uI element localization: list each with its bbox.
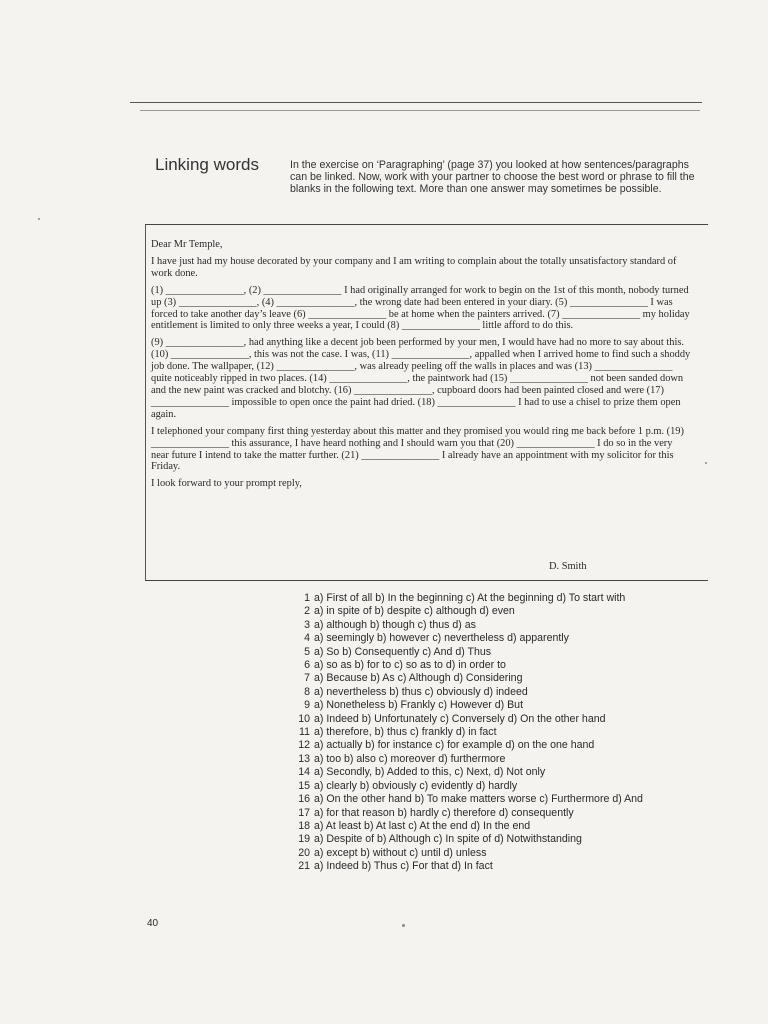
answer-option-row: [296, 619, 716, 632]
letter-paragraph: (1) _______________, (2) _______________ I had originally arranged for work to begin on the 1st of this month, nobody turned up (3) _______________, (4) _______________, the wrong date had been entered in your diary. (5) _______________ I was forced to take another day’s leave (6) _______________ be at home when the painters arrived. (7) _______________ my holiday entitlement is limited to only three weeks a year, I could (8) _______________ little afford to do this.: [151, 284, 690, 332]
answer-options-list: [296, 592, 716, 874]
letter-closing: I look forward to your prompt reply,: [151, 478, 302, 490]
top-rule: [130, 102, 702, 103]
answer-option-row: [296, 592, 716, 605]
letter-paragraph: I have just had my house decorated by your company and I am writing to complain about the totally unsatisfactory standard of work done.: [151, 255, 677, 279]
option-number: 2: [304, 605, 310, 618]
option-number: 5: [304, 645, 310, 658]
option-number: 13: [298, 752, 310, 765]
letter-signature: D. Smith: [549, 561, 587, 572]
answer-option-row: [296, 833, 716, 846]
option-number: 14: [298, 766, 310, 779]
answer-option-row: [296, 713, 716, 726]
option-number: 12: [298, 739, 310, 752]
answer-option-row: [296, 753, 716, 766]
option-number: 10: [298, 712, 310, 725]
option-number: 4: [304, 632, 310, 645]
option-choices: a) Because b) As c) Although d) Considering: [314, 672, 523, 685]
option-choices: a) except b) without c) until d) unless: [314, 846, 487, 859]
option-number: 6: [304, 659, 310, 672]
option-choices: a) Despite of b) Although c) In spite of d) Notwithstanding: [314, 833, 582, 846]
option-choices: a) nevertheless b) thus c) obviously d) indeed: [314, 685, 528, 698]
section-title: Linking words: [155, 155, 259, 174]
option-number: 21: [298, 860, 310, 873]
option-choices: a) Indeed b) Thus c) For that d) In fact: [314, 860, 493, 873]
scan-speck: [402, 924, 405, 927]
option-choices: a) First of all b) In the beginning c) At the beginning d) To start with: [314, 592, 626, 604]
scan-speck: [705, 462, 707, 464]
option-number: 8: [304, 685, 310, 698]
letter-paragraph: (9) _______________, had anything like a decent job been performed by your men, I would have had no more to say about this. (10) _______________, this was not the case. I was, (11) _______________, appalled when I arrived home to find such a shoddy job done. The wallpaper, (12) _______________, was already peeling off the walls in places and was (13) _______________ quite noticeably ripped in two places. (14) _______________, the paintwork had (15) _______________ not been sanded down and the new paint was cracked and blotchy. (16) _______________, cupboard doors had been painted closed and were (17) _______________ impossible to open once the paint had dried. (18) _______________ I had to use a chisel to prize them open again.: [151, 337, 691, 420]
answer-option-row: [296, 860, 716, 873]
option-choices: a) in spite of b) despite c) although d) even: [314, 605, 515, 618]
option-choices: a) although b) though c) thus d) as: [314, 618, 476, 631]
option-choices: a) seemingly b) however c) nevertheless d) apparently: [314, 632, 569, 645]
answer-option-row: [296, 847, 716, 860]
answer-option-row: [296, 793, 716, 806]
top-rule-secondary: [140, 110, 700, 111]
answer-option-row: [296, 820, 716, 833]
exercise-instructions: In the exercise on ‘Paragraphing’ (page 37) you looked at how sentences/paragraphs can be linked. Now, work with your partner to choose the best word or phrase to fill the blanks in the following text. More than one answer may sometimes be possible.: [290, 159, 695, 195]
option-number: 1: [304, 592, 310, 604]
option-number: 9: [304, 699, 310, 712]
option-number: 3: [304, 618, 310, 631]
answer-option-row: [296, 780, 716, 793]
answer-option-row: [296, 766, 716, 779]
option-choices: a) On the other hand b) To make matters worse c) Furthermore d) And: [314, 793, 643, 806]
letter-body: [151, 239, 691, 495]
answer-option-row: [296, 632, 716, 645]
option-number: 19: [298, 833, 310, 846]
option-choices: a) too b) also c) moreover d) furthermore: [314, 752, 506, 765]
option-choices: a) clearly b) obviously c) evidently d) hardly: [314, 779, 518, 792]
answer-option-row: [296, 726, 716, 739]
option-choices: a) So b) Consequently c) And d) Thus: [314, 645, 492, 658]
option-choices: a) so as b) for to c) so as to d) in order to: [314, 659, 506, 672]
option-choices: a) actually b) for instance c) for example d) on the one hand: [314, 739, 595, 752]
option-choices: a) therefore, b) thus c) frankly d) in fact: [314, 726, 497, 739]
option-number: 17: [298, 806, 310, 819]
answer-option-row: [296, 659, 716, 672]
option-number: 11: [299, 726, 310, 739]
answer-option-row: [296, 739, 716, 752]
option-choices: a) for that reason b) hardly c) therefore d) consequently: [314, 806, 574, 819]
answer-option-row: [296, 807, 716, 820]
option-choices: a) At least b) At last c) At the end d) In the end: [314, 819, 531, 832]
option-number: 20: [298, 846, 310, 859]
scan-speck: [38, 218, 40, 220]
option-number: 16: [298, 793, 310, 806]
option-choices: a) Indeed b) Unfortunately c) Conversely d) On the other hand: [314, 712, 606, 725]
page-number: 40: [147, 918, 159, 929]
letter-salutation: Dear Mr Temple,: [151, 239, 223, 250]
answer-option-row: [296, 672, 716, 685]
option-number: 15: [298, 779, 310, 792]
answer-option-row: [296, 605, 716, 618]
answer-option-row: [296, 699, 716, 712]
option-number: 7: [304, 672, 310, 685]
option-choices: a) Nonetheless b) Frankly c) However d) But: [314, 699, 524, 712]
option-choices: a) Secondly, b) Added to this, c) Next, d) Not only: [314, 766, 546, 779]
answer-option-row: [296, 646, 716, 659]
answer-option-row: [296, 686, 716, 699]
letter-paragraph: I telephoned your company first thing yesterday about this matter and they promised you would ring me back before 1 p.m. (19) _______________ this assurance, I have heard nothing and I should warn you that (20) _______________ I do so in the very near future I intend to take the matter further. (21) _______________ I already have an appointment with my solicitor for this Friday.: [151, 425, 684, 473]
option-number: 18: [298, 819, 310, 832]
